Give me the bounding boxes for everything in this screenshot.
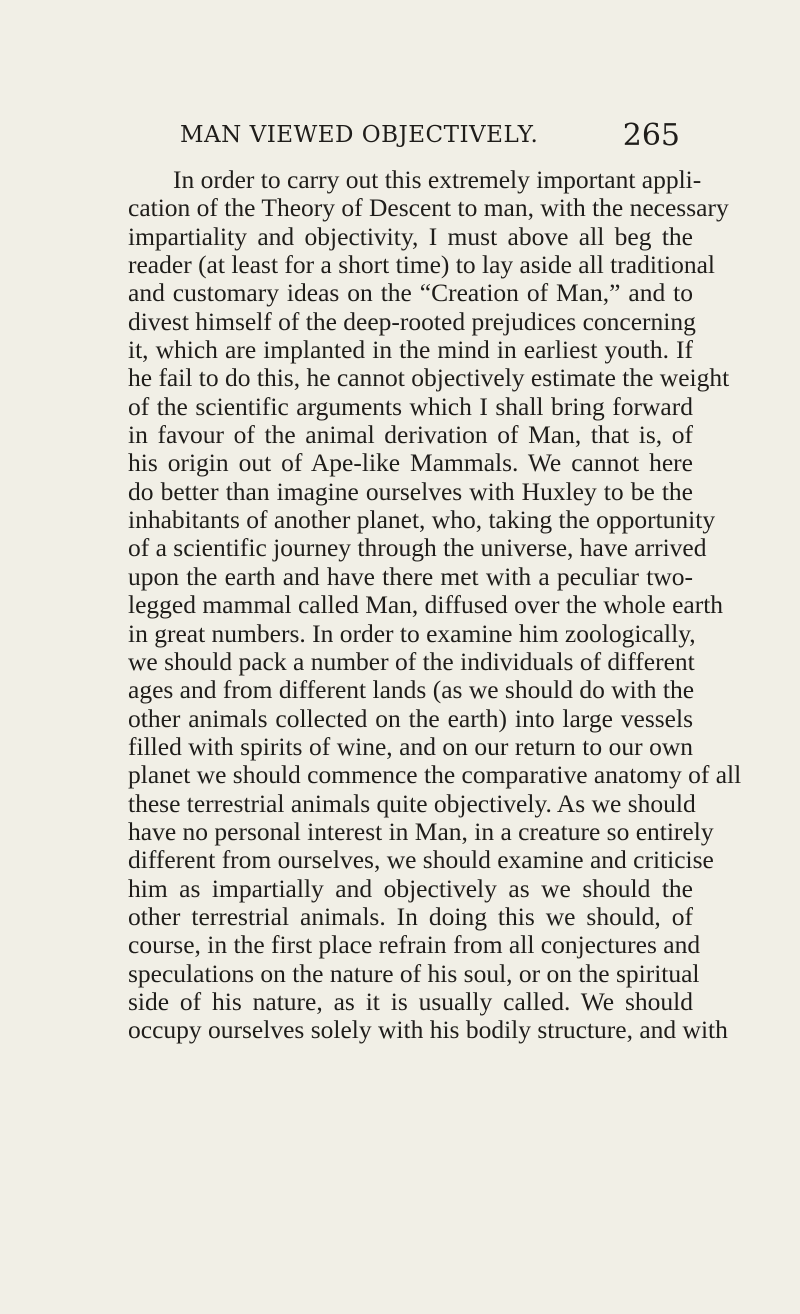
running-header [140,118,680,158]
text-line: reader (at least for a short time) to lay aside all traditional [128,250,715,280]
text-line: filled with spirits of wine, and on our return to our own [128,731,693,761]
text-line: it, which are implanted in the mind in earliest youth. If [128,335,693,365]
text-line: inhabitants of another planet, who, taking the opportunity [128,505,716,535]
text-line: planet we should commence the comparative anatomy of all [128,760,742,790]
text-line: have no personal interest in Man, in a creature so entirely [128,816,714,846]
text-line: different from ourselves, we should examine and criticise [128,845,714,875]
text-line: ages and from different lands (as we should do with the [128,675,695,705]
text-line: speculations on the nature of his soul, or on the spiritual [128,958,700,988]
text-line: in great numbers. In order to examine him zoologically, [128,618,696,648]
page-number: 265 [622,118,680,153]
text-line: his origin out of Ape-like Mammals. We cannot here [128,448,693,478]
text-line: impartiality and objectivity, I must above all beg the [128,221,693,251]
text-line: legged mammal called Man, diffused over the whole earth [128,590,724,620]
text-line: we should pack a number of the individuals of different [128,646,695,676]
text-line: other terrestrial animals. In doing this we should, of [128,901,693,931]
text-line: do better than imagine ourselves with Huxley to be the [128,476,693,506]
text-line: in favour of the animal derivation of Man, that is, of [128,420,693,450]
running-title: MAN VIEWED OBJECTIVELY. [180,122,539,148]
text-line: course, in the first place refrain from all conjectures and [128,930,701,960]
text-line: divest himself of the deep-rooted prejudices concerning [128,306,696,336]
text-line: cation of the Theory of Descent to man, with the necessary [128,193,729,223]
text-line: In order to carry out this extremely important appli- [173,165,702,194]
text-line: these terrestrial animals quite objectively. As we should [128,788,696,818]
text-line: occupy ourselves solely with his bodily structure, and with [128,1015,728,1045]
text-line: and customary ideas on the “Creation of Man,” and to [128,278,693,308]
body-paragraph [128,165,742,1276]
text-line: of the scientific arguments which I shall bring forward [128,391,693,421]
text-line: other animals collected on the earth) into large vessels [128,703,693,733]
text-line: side of his nature, as it is usually called. We should [128,986,693,1016]
text-line: him as impartially and objectively as we should the [128,873,693,903]
text-line: upon the earth and have there met with a peculiar two- [128,561,693,591]
text-line: of a scientific journey through the universe, have arrived [128,533,707,563]
text-line: he fail to do this, he cannot objectively estimate the weight [128,363,730,393]
